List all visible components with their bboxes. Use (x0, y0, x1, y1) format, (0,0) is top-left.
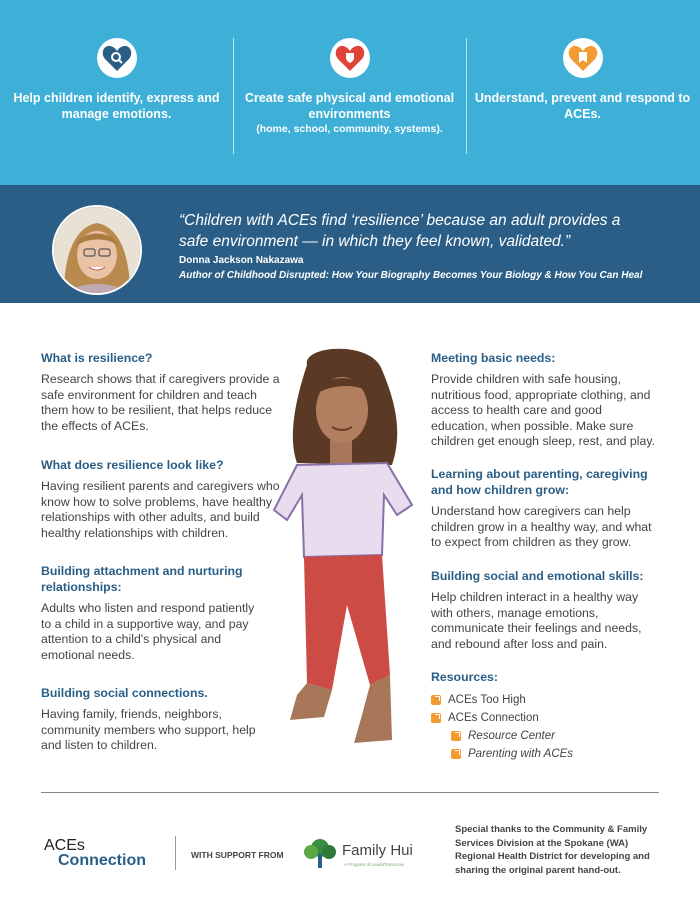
section-body: Provide children with safe housing, nutritious food, appropriate clothing, and access to health care and good education, when possible. Make sure children get enough sleep, rest, and play. (431, 372, 655, 448)
section-heading: What is resilience? (41, 351, 153, 365)
heart-search-icon (97, 38, 137, 78)
section-body: Adults who listen and respond patiently to a child in a supportive way, and pay attention to a child's physical and emotional needs. (41, 601, 255, 662)
thanks-note: Special thanks to the Community & Family Services Division at the Spokane (WA) Regional Health District for developing and sharing the original parent hand-out. (455, 824, 650, 876)
quote-author: Donna Jackson Nakazawa (179, 255, 304, 266)
banner-text-3: Understand, prevent and respond to ACEs. (474, 91, 691, 121)
section-attachment (41, 563, 266, 663)
footer-logo-divider (175, 836, 176, 870)
heart-shield-icon (330, 38, 370, 78)
banner-text-2: Create safe physical and emotional environments (244, 91, 455, 121)
section-heading: Building social and emotional skills: (431, 569, 644, 583)
resource-link-parenting-with-aces[interactable] (431, 745, 671, 763)
top-banner (0, 0, 700, 185)
section-what-is-resilience (41, 350, 281, 434)
section-body: Having family, friends, neighbors, community members who support, help and listen to children. (41, 707, 256, 752)
quote-banner (0, 185, 700, 303)
section-resilience-look (41, 457, 281, 541)
child-illustration (262, 345, 422, 765)
section-heading: Meeting basic needs: (431, 351, 556, 365)
section-body: Understand how caregivers can help children grow in a healthy way, and what to expect from children as they grow. (431, 504, 652, 549)
resource-link-aces-connection[interactable] (431, 709, 671, 727)
section-body: Help children interact in a healthy way with others, manage emotions, communicate their feelings and needs, and rebound after loss and pain. (431, 590, 642, 651)
section-social-emotional-skills (431, 568, 661, 652)
family-hui-tagline: A Program of Lead4Tomorrow (344, 862, 404, 867)
external-link-icon (431, 713, 441, 723)
banner-column-3 (466, 38, 699, 122)
logo-line: Connection (58, 852, 146, 869)
resource-link-label: Parenting with ACEs (468, 748, 574, 760)
section-body: Research shows that if caregivers provide a safe environment for children and teach them how to be resilient, that helps reduce the effects of ACEs. (41, 372, 280, 433)
resources-section (431, 669, 671, 763)
resource-link-label: ACEs Connection (448, 712, 539, 724)
banner-text-1: Help children identify, express and manage emotions. (13, 91, 220, 121)
section-parenting (431, 466, 661, 551)
family-hui-logo-text: Family Hui (342, 842, 413, 859)
section-basic-needs (431, 350, 661, 450)
section-body: Having resilient parents and caregivers who know how to solve problems, have healthy relationships with other adults, and build healthy relationships with children. (41, 479, 280, 540)
section-heading: Building social connections. (41, 686, 208, 700)
family-hui-tree-icon (302, 836, 338, 872)
external-link-icon (451, 731, 461, 741)
author-photo (52, 205, 142, 295)
footer-divider (41, 792, 659, 793)
section-social-connections (41, 685, 256, 754)
aces-connection-logo (44, 838, 146, 868)
resource-link-label: Resource Center (468, 730, 555, 742)
quote-author-title: Author of Childhood Disrupted: How Your Biography Becomes Your Biology & How You Can Heal (179, 270, 643, 281)
logo-line: ACEs (44, 837, 85, 854)
section-heading: Learning about parenting, caregiving and how children grow: (431, 467, 648, 497)
banner-column-1 (0, 38, 233, 122)
resource-link-aces-too-high[interactable] (431, 691, 671, 709)
banner-column-2 (233, 38, 466, 136)
heart-bookmark-icon (563, 38, 603, 78)
resource-link-resource-center[interactable] (431, 727, 671, 745)
section-heading: Building attachment and nurturing relationships: (41, 564, 243, 594)
external-link-icon (451, 749, 461, 759)
quote-text: “Children with ACEs find ‘resilience’ because an adult provides a safe environment — in which they feel known, validated.” (179, 212, 621, 250)
support-label: WITH SUPPORT FROM (191, 850, 284, 860)
resources-heading: Resources: (431, 670, 498, 684)
external-link-icon (431, 695, 441, 705)
section-heading: What does resilience look like? (41, 458, 224, 472)
resource-link-label: ACEs Too High (448, 694, 526, 706)
banner-subtext-2: (home, school, community, systems). (256, 123, 443, 135)
